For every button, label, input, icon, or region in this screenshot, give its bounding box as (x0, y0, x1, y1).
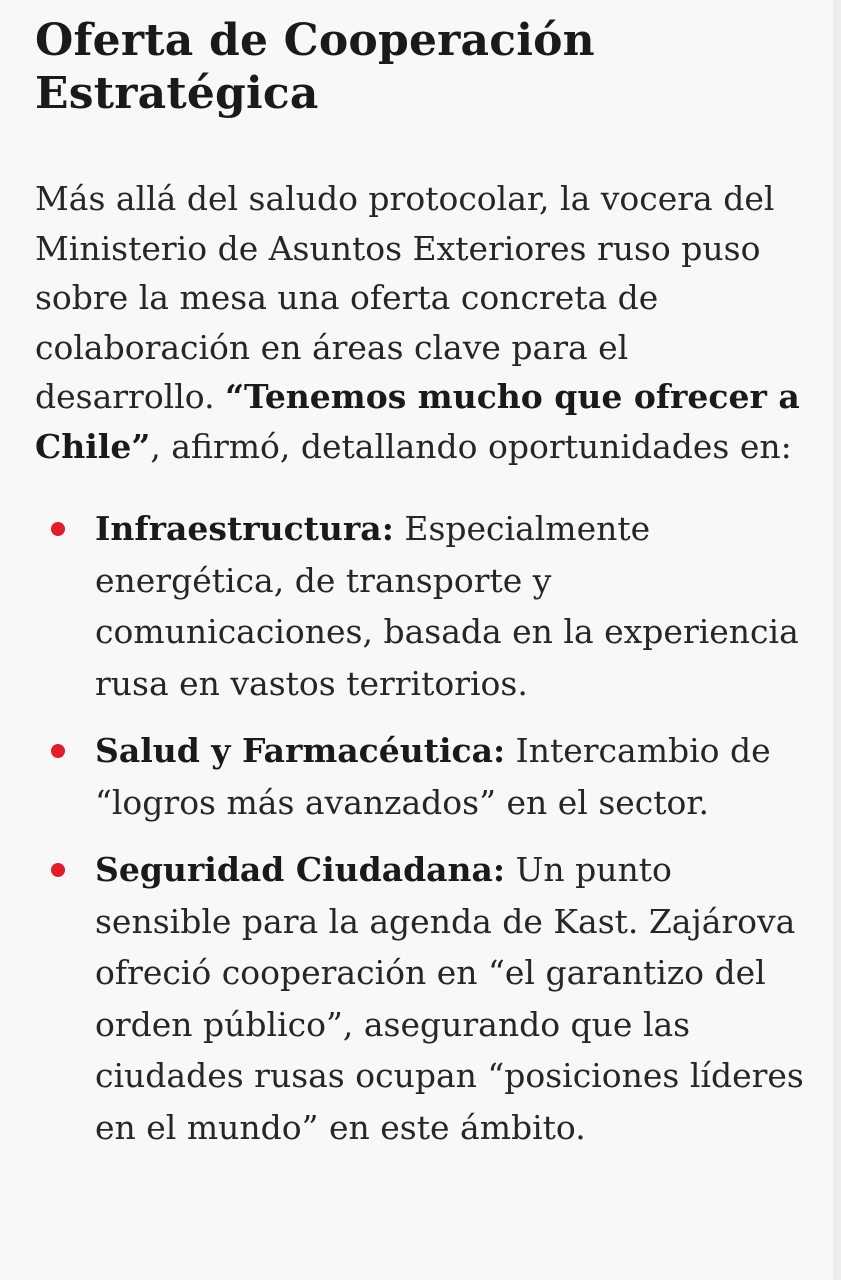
article-section (35, 14, 815, 1169)
bullet-dot-icon (51, 863, 65, 877)
list-item-seguridad (35, 844, 815, 1153)
intro-quote: “Tenemos mucho que ofrecer a Chile” (35, 377, 800, 466)
list-item-label: Infraestructura: (95, 509, 394, 548)
bullet-dot-icon (51, 744, 65, 758)
intro-text-after: , afirmó, detallando oportunidades en: (150, 426, 792, 466)
list-item-label: Seguridad Ciudadana: (95, 850, 506, 889)
list-item-salud (35, 725, 807, 828)
scrollbar-track[interactable] (833, 0, 841, 1280)
bullet-dot-icon (51, 522, 65, 536)
list-item-text: Intercambio de “logros más avanzados” en el sector. (95, 731, 771, 822)
list-item-text: Un punto sensible para la agenda de Kast. Zajárova ofreció cooperación en “el garantizo del orden público”, asegurando que las ciudades rusas ocupan “posiciones líderes en el mundo” en este ámbito. (95, 850, 804, 1147)
cooperation-areas-list (35, 503, 815, 1153)
list-item-label: Salud y Farmacéutica: (95, 731, 506, 770)
section-title: Oferta de Cooperación Estratégica (35, 15, 595, 119)
list-item-text: Especialmente energética, de transporte y comunicaciones, basada en la experiencia rusa en vastos territorios. (95, 509, 799, 703)
list-item-infraestructura (35, 503, 807, 709)
intro-text-before: Más allá del saludo protocolar, la vocera del Ministerio de Asuntos Exteriores ruso puso sobre la mesa una oferta concreta de colaboración en áreas clave para el desarrollo. (35, 179, 775, 416)
intro-paragraph (35, 174, 805, 471)
